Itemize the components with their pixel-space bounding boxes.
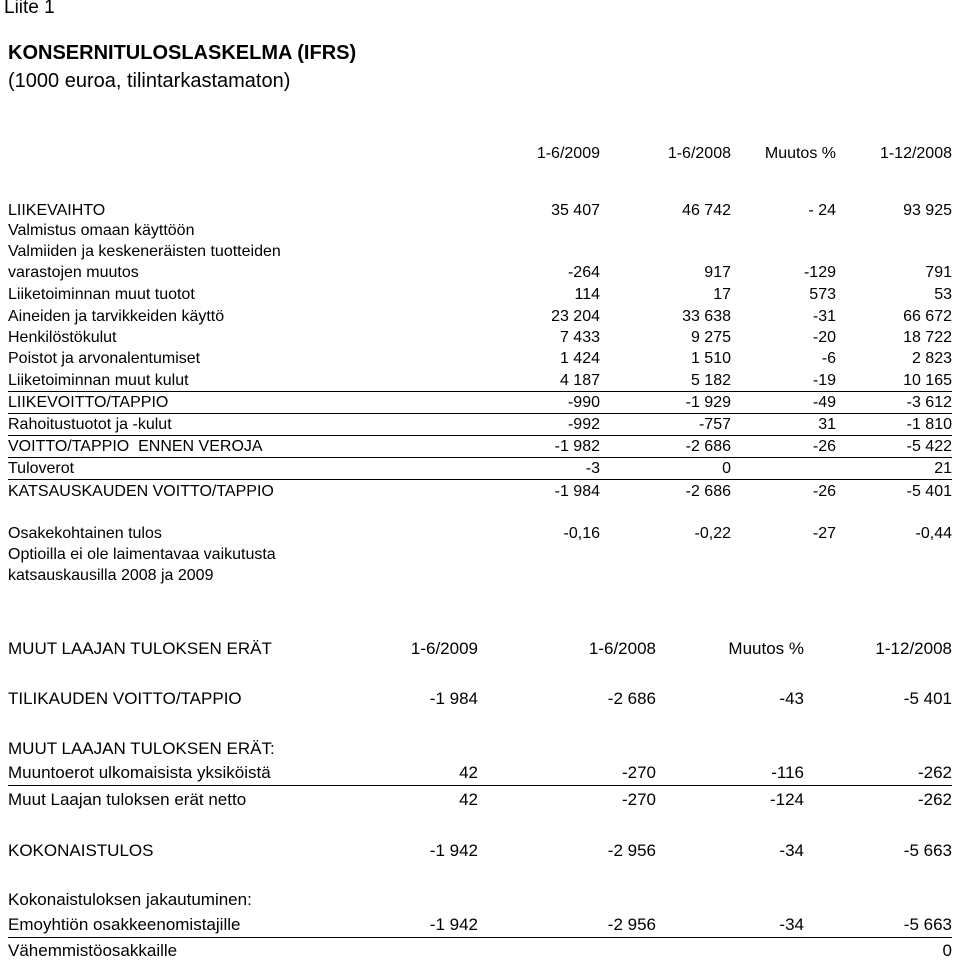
table-row [8,414,952,435]
cell: 791 [925,264,952,281]
document-subtitle: (1000 euroa, tilintarkastamaton) [8,70,291,92]
table-row [8,370,952,391]
row-label: TILIKAUDEN VOITTO/TAPPIO [8,689,242,708]
column-header: 1-12/2008 [875,639,952,658]
table-row [8,200,952,221]
row-label: LIIKEVAIHTO [8,202,106,219]
cell: 0 [722,460,731,477]
table-row [8,840,952,862]
cell: 114 [574,286,600,303]
row-label: Poistot ja arvonalentumiset [8,350,201,367]
cell: 1 424 [559,350,600,367]
column-header: 1-6/2009 [410,639,478,658]
column-header: 1-6/2009 [536,145,600,162]
cell: 21 [934,460,952,477]
row-label: Muut Laajan tuloksen erät netto [8,790,247,809]
cell: 66 672 [903,308,952,325]
cell: 0 [942,941,952,960]
row-label: Osakekohtainen tulos [8,525,162,542]
column-header: 1-6/2008 [667,145,731,162]
cell: -31 [812,308,836,325]
note-line: Optioilla ei ole laimentavaa vaikutusta [8,546,276,563]
table-row [8,220,952,241]
cell: 1 510 [690,350,731,367]
column-header: Muutos % [764,145,836,162]
row-label: Emoyhtiön osakkeenomistajille [8,915,241,934]
divider [8,785,952,786]
cell: -1 942 [429,915,478,934]
cell: -1 984 [429,689,478,708]
cell: 42 [459,790,478,809]
cell: -26 [812,438,836,455]
cell: -757 [698,416,731,433]
cell: -5 401 [906,483,952,500]
row-label: Kokonaistuloksen jakautuminen: [8,890,252,909]
note-line: katsauskausilla 2008 ja 2009 [8,567,214,584]
row-label: Valmiiden ja keskeneräisten tuotteiden [8,243,281,260]
section-header: MUUT LAAJAN TULOKSEN ERÄT [8,639,272,658]
row-label: LIIKEVOITTO/TAPPIO [8,394,169,411]
row-label: Liiketoiminnan muut tuotot [8,286,195,303]
cell: -0,22 [694,525,731,542]
cell: -1 984 [554,483,600,500]
cell: 10 165 [903,372,952,389]
cell: 2 823 [911,350,952,367]
cell: -0,44 [915,525,952,542]
page-label: Liite 1 [4,0,55,18]
cell: 35 407 [551,202,600,219]
cell: -2 956 [607,841,656,860]
divider [8,937,952,938]
cell: -6 [821,350,836,367]
cell: -20 [812,329,836,346]
table-row [8,262,952,283]
cell: 53 [934,286,952,303]
cell: 23 204 [551,308,600,325]
table-row [8,241,952,262]
cell: 42 [459,763,478,782]
row-label: KOKONAISTULOS [8,841,154,860]
cell: 46 742 [682,202,731,219]
cell: -1 982 [554,438,600,455]
table-row [8,762,952,784]
cell: -49 [812,394,836,411]
table-row [8,523,952,544]
row-label: Tuloverot [8,460,75,477]
table-row [8,481,952,502]
cell: -992 [567,416,600,433]
cell: 5 182 [690,372,731,389]
divider [8,479,952,480]
table-row [8,327,952,348]
row-label: VOITTO/TAPPIO ENNEN VEROJA [8,438,263,455]
row-label: Liiketoiminnan muut kulut [8,372,189,389]
cell: 31 [818,416,836,433]
table-row [8,940,952,962]
cell: -5 663 [903,915,952,934]
cell: -43 [779,689,804,708]
table-row [8,306,952,327]
cell: -262 [917,763,952,782]
cell: 573 [809,286,836,303]
column-header: Muutos % [728,639,804,658]
cell: 4 187 [559,372,600,389]
cell: 7 433 [559,329,600,346]
row-label: Valmistus omaan käyttöön [8,222,195,239]
cell: -0,16 [563,525,600,542]
cell: 9 275 [690,329,731,346]
row-label: MUUT LAAJAN TULOKSEN ERÄT: [8,739,275,758]
table-row [8,889,952,911]
row-label: Aineiden ja tarvikkeiden käyttö [8,308,225,325]
cell: -1 929 [685,394,731,411]
cell: 917 [704,264,731,281]
row-label: KATSAUSKAUDEN VOITTO/TAPPIO [8,483,274,500]
table-row [8,789,952,811]
cell: -3 [585,460,600,477]
cell: 18 722 [903,329,952,346]
cell: -270 [621,763,656,782]
table-row [8,284,952,305]
cell: -1 810 [906,416,952,433]
table-header-row [8,638,952,660]
cell: -2 686 [685,438,731,455]
cell: 17 [713,286,731,303]
cell: -27 [812,525,836,542]
cell: -5 401 [903,689,952,708]
table-row [8,565,952,586]
row-label: varastojen muutos [8,264,139,281]
table-row [8,738,952,760]
cell: 93 925 [903,202,952,219]
column-header: 1-6/2008 [588,639,656,658]
table-row [8,688,952,710]
document-title: KONSERNITULOSLASKELMA (IFRS) [8,42,357,64]
cell: -116 [771,763,804,782]
row-label: Muuntoerot ulkomaisista yksiköistä [8,763,271,782]
cell: -262 [917,790,952,809]
cell: - 24 [808,202,836,219]
table-row [8,348,952,369]
table-row [8,914,952,936]
row-label: Henkilöstökulut [8,329,117,346]
cell: -2 686 [685,483,731,500]
column-header: 1-12/2008 [879,145,952,162]
cell: -34 [779,841,804,860]
table-header-row [8,143,952,164]
cell: 33 638 [682,308,731,325]
cell: -5 422 [906,438,952,455]
cell: -1 942 [429,841,478,860]
table-row [8,544,952,565]
row-label: Rahoitustuotot ja -kulut [8,416,172,433]
cell: -264 [567,264,600,281]
cell: -2 956 [607,915,656,934]
table-row [8,436,952,457]
cell: -34 [779,915,804,934]
row-label: Vähemmistöosakkaille [8,941,178,960]
cell: -3 612 [906,394,952,411]
table-row [8,392,952,413]
cell: -990 [567,394,600,411]
cell: -270 [621,790,656,809]
cell: -2 686 [607,689,656,708]
cell: -19 [812,372,836,389]
cell: -124 [769,790,804,809]
table-row [8,458,952,479]
cell: -26 [812,483,836,500]
cell: -129 [803,264,836,281]
cell: -5 663 [903,841,952,860]
